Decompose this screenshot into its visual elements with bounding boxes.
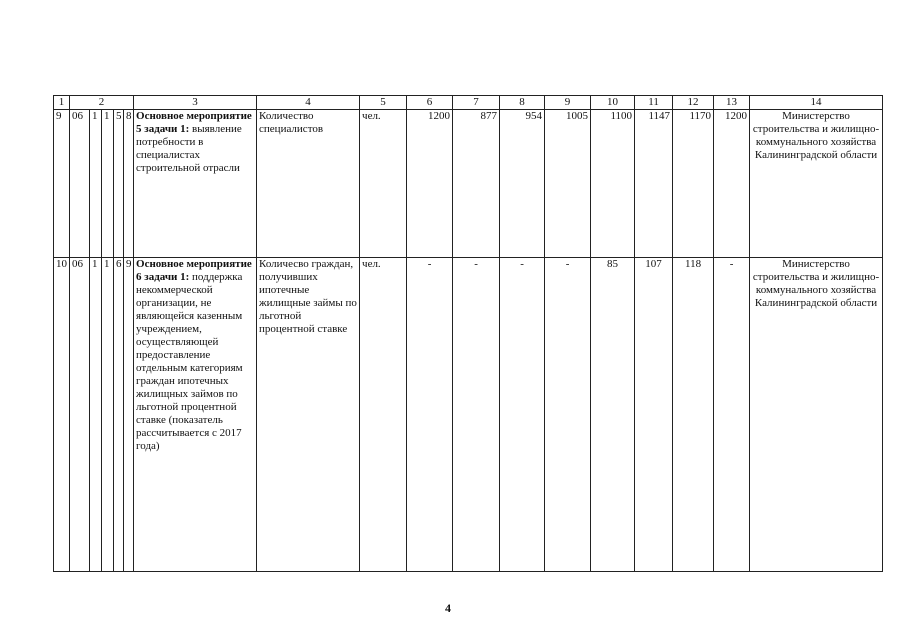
header-cell: 2 <box>70 96 134 110</box>
value-cell: - <box>500 258 545 572</box>
header-cell: 8 <box>500 96 545 110</box>
indicator-cell: Количесво граждан, получивших ипотечные жилищные займы по льготной процентной ставке <box>257 258 360 572</box>
code-cell: 9 <box>124 258 134 572</box>
header-cell: 14 <box>750 96 883 110</box>
activity-cell <box>134 110 257 258</box>
executor-cell: Министерство строительства и жилищно-коммунального хозяйства Калининградской области <box>750 110 883 258</box>
value-cell: 1200 <box>714 110 750 258</box>
header-cell: 5 <box>360 96 407 110</box>
page-number: 4 <box>445 601 451 615</box>
code-cell: 1 <box>90 110 102 258</box>
value-cell: 1005 <box>545 110 591 258</box>
activity-cell <box>134 258 257 572</box>
value-cell: 1100 <box>591 110 635 258</box>
value-cell: 118 <box>673 258 714 572</box>
value-cell: - <box>453 258 500 572</box>
header-cell: 7 <box>453 96 500 110</box>
header-cell: 13 <box>714 96 750 110</box>
indicators-table <box>53 95 883 572</box>
header-cell: 4 <box>257 96 360 110</box>
header-cell: 3 <box>134 96 257 110</box>
value-cell: 107 <box>635 258 673 572</box>
row-number: 9 <box>54 110 70 258</box>
code-cell: 1 <box>102 110 114 258</box>
value-cell: 1200 <box>407 110 453 258</box>
header-cell: 11 <box>635 96 673 110</box>
value-cell: 877 <box>453 110 500 258</box>
header-cell: 6 <box>407 96 453 110</box>
activity-description: поддержка некоммерческой организации, не являющейся казенным учреждением, осуществляющей предоставление отдельным категориям граждан ипотечных жилищных займов по льготной процентной ставке (показатель рассчитывается с 2017 года) <box>136 271 243 452</box>
executor-cell: Министерство строительства и жилищно-коммунального хозяйства Калининградской области <box>750 258 883 572</box>
activity-title: Основное мероприятие 5 задачи 1: <box>136 110 252 135</box>
code-cell: 8 <box>124 110 134 258</box>
table-row <box>54 110 883 258</box>
value-cell: - <box>714 258 750 572</box>
table-row <box>54 258 883 572</box>
code-cell: 1 <box>102 258 114 572</box>
value-cell: 1170 <box>673 110 714 258</box>
value-cell: - <box>407 258 453 572</box>
header-cell: 10 <box>591 96 635 110</box>
code-cell: 5 <box>114 110 124 258</box>
header-row <box>54 96 883 110</box>
activity-description: выявление потребности в специалистах строительной отрасли <box>136 123 242 174</box>
header-cell: 12 <box>673 96 714 110</box>
value-cell: 85 <box>591 258 635 572</box>
unit-cell: чел. <box>360 110 407 258</box>
code-cell: 1 <box>90 258 102 572</box>
indicator-cell: Количество специалистов <box>257 110 360 258</box>
header-cell: 9 <box>545 96 591 110</box>
row-number: 10 <box>54 258 70 572</box>
header-cell: 1 <box>54 96 70 110</box>
code-cell: 6 <box>114 258 124 572</box>
activity-title: Основное мероприятие 6 задачи 1: <box>136 258 252 283</box>
value-cell: 1147 <box>635 110 673 258</box>
value-cell: 954 <box>500 110 545 258</box>
value-cell: - <box>545 258 591 572</box>
code-cell: 06 <box>70 110 90 258</box>
unit-cell: чел. <box>360 258 407 572</box>
code-cell: 06 <box>70 258 90 572</box>
